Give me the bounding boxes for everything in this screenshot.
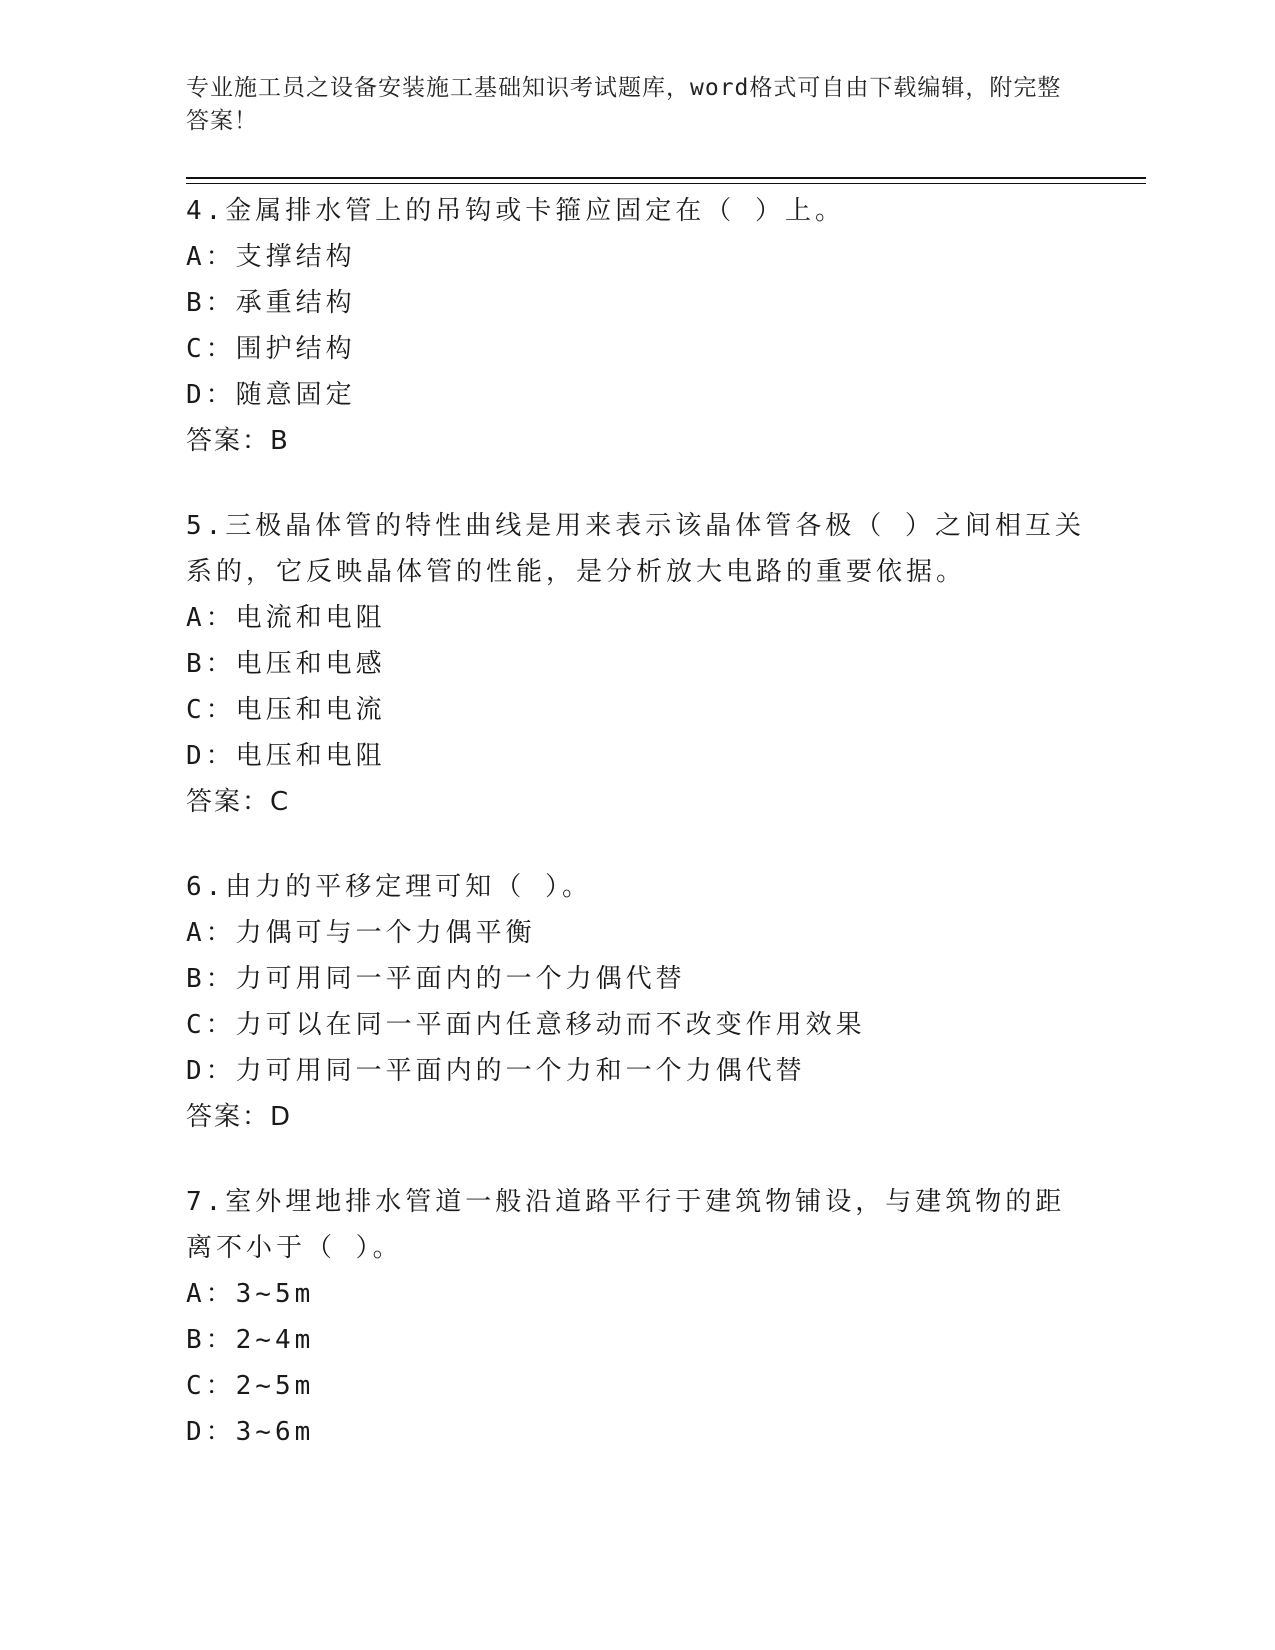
question-stem: 7.室外埋地排水管道一般沿道路平行于建筑物铺设，与建筑物的距离不小于（ ）。 (186, 1187, 1066, 1263)
option-a: A：力偶可与一个力偶平衡 (186, 918, 536, 948)
question-5 (186, 503, 1086, 825)
option-b: B：力可用同一平面内的一个力偶代替 (186, 964, 686, 994)
option-b: B：电压和电感 (186, 649, 386, 679)
option-a: A：支撑结构 (186, 242, 356, 272)
answer: 答案：B (186, 426, 290, 456)
question-6 (186, 864, 1086, 1140)
option-d: D：力可用同一平面内的一个力和一个力偶代替 (186, 1056, 806, 1086)
option-d: D：电压和电阻 (186, 741, 386, 771)
option-b: B：承重结构 (186, 288, 356, 318)
option-a: A：电流和电阻 (186, 603, 386, 633)
question-7 (186, 1179, 1086, 1455)
document-header: 专业施工员之设备安装施工基础知识考试题库，word格式可自由下载编辑，附完整答案！ (186, 75, 1062, 134)
option-a: A：3~5m (186, 1279, 315, 1309)
question-stem: 5.三极晶体管的特性曲线是用来表示该晶体管各极（ ）之间相互关系的，它反映晶体管的性能，是分析放大电路的重要依据。 (186, 511, 1085, 587)
question-4 (186, 188, 1086, 464)
question-stem: 6.由力的平移定理可知（ ）。 (186, 872, 592, 902)
option-d: D：随意固定 (186, 380, 356, 410)
option-c: C：围护结构 (186, 334, 356, 364)
option-d: D：3~6m (186, 1417, 315, 1447)
answer: 答案：C (186, 787, 291, 817)
answer: 答案：D (186, 1102, 293, 1132)
question-stem: 4.金属排水管上的吊钩或卡箍应固定在（ ）上。 (186, 196, 845, 226)
header-divider (186, 177, 1146, 184)
option-b: B：2~4m (186, 1325, 315, 1355)
option-c: C：力可以在同一平面内任意移动而不改变作用效果 (186, 1010, 866, 1040)
option-c: C：电压和电流 (186, 695, 386, 725)
option-c: C：2~5m (186, 1371, 315, 1401)
